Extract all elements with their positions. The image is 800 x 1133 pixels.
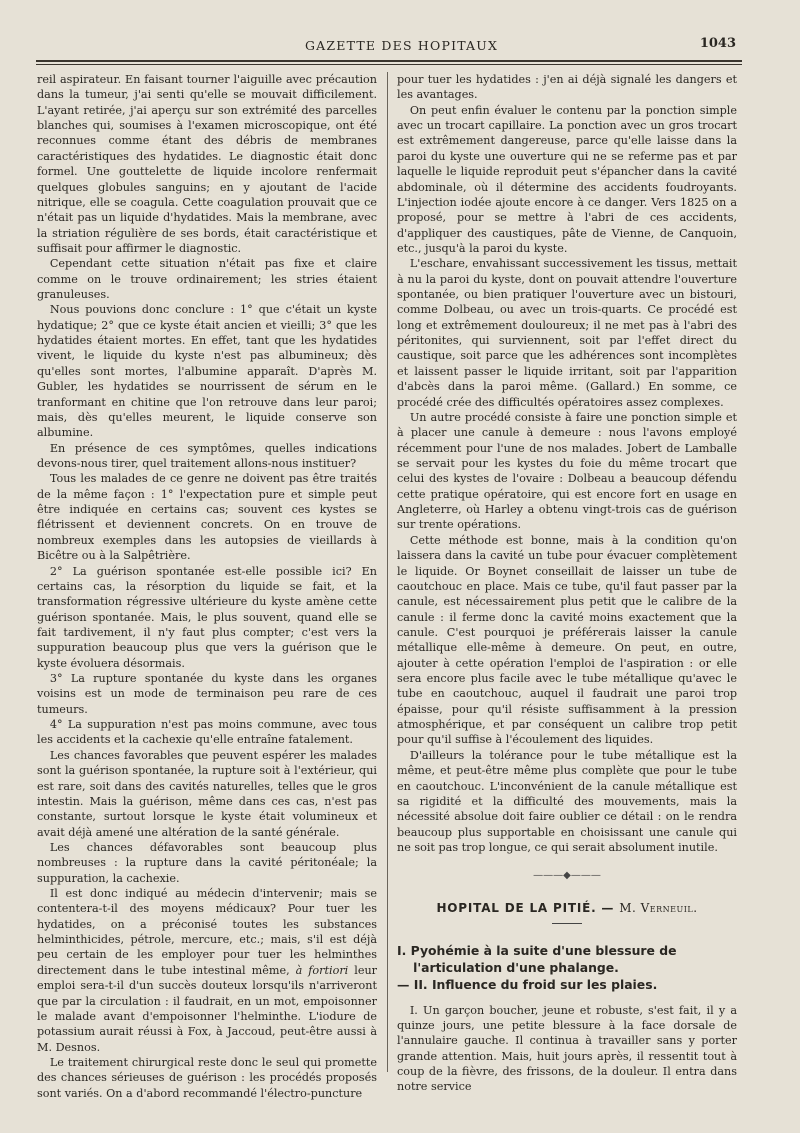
heading-dash: —: [596, 901, 620, 916]
column-divider: [387, 72, 388, 1072]
paragraph: Nous pouvions donc conclure : 1° que c'était un kyste hydatique; 2° que ce kyste était ancien et vieilli; 3° que les hydatides étaient mortes. En effet, tant que les hydatides vivent, le liquide du kyste n'est pas albumineux; dès qu'elles sont mortes, l'albumine apparaît. D'après M. Gubler, les hydatides se nourrissent de sérum en le tranformant en chitine que l'on retrouve dans leur paroi; mais, dès qu'elles meurent, le liquide conserve son albumine.: [37, 303, 377, 440]
subhead: — II. Influence du froid sur les plaies.: [397, 976, 658, 992]
left-column: [37, 72, 377, 1101]
running-head: [0, 36, 800, 58]
paragraph: En présence de ces symptômes, quelles indications devons-nous tirer, quel traitement allons-nous instituer?: [37, 441, 377, 470]
journal-title: GAZETTE DES HOPITAUX: [305, 38, 499, 53]
author-name: M. Verneuil.: [619, 901, 698, 916]
paragraph: pour tuer les hydatides : j'en ai déjà signalé les dangers et les avantages.: [397, 73, 737, 102]
paragraph: [37, 886, 377, 1055]
section-ornament: ———◆———: [533, 870, 601, 882]
paragraph: Tous les malades de ce genre ne doivent pas être traités de la même façon : 1° l'expectation pure et simple peut être indiquée en certains cas; souvent ces kystes se flétrissent et deviennent concrets. On en trouve de nombreux exemples dans les autopsies de vieillards à Bicêtre ou à la Salpêtrière.: [37, 472, 377, 563]
right-column: [397, 72, 737, 1095]
hospital-name: HOPITAL DE LA PITIÉ.: [436, 901, 597, 916]
section-heading: [397, 901, 737, 923]
header-rule: [36, 60, 742, 62]
paragraph: 4° La suppuration n'est pas moins commune, avec tous les accidents et la cachexie qu'elle entraîne fatalement.: [37, 718, 377, 747]
paragraph: Cependant cette situation n'était pas fixe et claire comme on le trouve ordinairement; les stries étaient granuleuses.: [37, 257, 377, 302]
paragraph-text: leur emploi sera-t-il d'un succès douteux lorsqu'ils n'arriveront que par la circulation : il faudrait, en un mot, empoisonner le malade avant d'empoisonner l'helminthe. L'iodure de potassium aurait réussi à Fox, à Jaccoud, peut-être aussi à M. Desnos.: [37, 963, 377, 1054]
paragraph: 2° La guérison spontanée est-elle possible ici? En certains cas, la résorption du liquide se fait, et la transformation régressive ultérieure du kyste amène cette guérison spontanée. Mais, le plus souvent, quand elle se fait tardivement, il n'y faut plus compter; c'est vers la suppuration beaucoup plus que vers la guérison que le kyste évoluera désormais.: [37, 564, 377, 670]
paragraph: Le traitement chirurgical reste donc le seul qui promette des chances sérieuses de guérison : les procédés proposés sont variés. On a d'abord recommandé l'électro-puncture: [37, 1056, 377, 1100]
paragraph: Les chances défavorables sont beaucoup plus nombreuses : la rupture dans la cavité péritonéale; la suppuration, la cachexie.: [37, 840, 377, 885]
lesson-subheads: [397, 942, 737, 993]
paragraph: 3° La rupture spontanée du kyste dans les organes voisins est un mode de terminaison peu rare de ces tumeurs.: [37, 672, 377, 716]
header-rule-thin: [36, 64, 742, 65]
paragraph: L'eschare, envahissant successivement les tissus, mettait à nu la paroi du kyste, dont on pouvait attendre l'ouverture spontanée, ou bien pratiquer l'ouverture avec un bistouri, comme Dolbeau, ou avec un trois-quarts. Ce procédé est long et extrêmement douloureux; il ne met pas à l'abri des péritonites, qui surviennent, soit par l'effet direct du caustique, soit parce que les adhérences sont incomplètes et laissent passer le liquide irritant, soit par l'apparition d'abcès dans la paroi même. (Gallard.) En somme, ce procédé crée des difficultés opératoires assez complexes.: [397, 257, 737, 409]
heading-rule: [552, 923, 582, 924]
page-number: 1043: [699, 36, 736, 51]
italic-phrase: à fortiori: [295, 963, 349, 977]
paragraph: Cette méthode est bonne, mais à la condition qu'on laissera dans la cavité un tube pour évacuer complètement le liquide. Or Boynet conseillait de laisser un tube de caoutchouc en place. Mais ce tube, qu'il faut passer par la canule, est nécessairement plus petit que le calibre de la canule : il ferme donc la cavité moins exactement que la canule. C'est pourquoi je préférerais laisser la canule métallique elle-même à demeure. On peut, en outre, ajouter à cette opération l'emploi de l'aspiration : or elle sera encore plus facile avec le tube métallique qu'avec le tube en caoutchouc, auquel il faudrait une paroi trop épaisse, pour qu'il résiste suffisamment à la pression atmosphérique, et par conséquent un calibre trop petit pour qu'il suffise à l'écoulement des liquides.: [397, 533, 737, 747]
paragraph: D'ailleurs la tolérance pour le tube métallique est la même, et peut-être même plus complète que pour le tube en caoutchouc. L'inconvénient de la canule métallique est sa rigidité et la difficulté des mouvements, mais la nécessité absolue doit faire oublier ce détail : on le rendra beaucoup plus supportable en choisissant une canule qui ne soit pas trop longue, ce qui serait absolument inutile.: [397, 748, 737, 854]
subhead: I. Pyohémie à la suite d'une blessure de l'articulation d'une phalange.: [397, 942, 677, 975]
paragraph: On peut enfin évaluer le contenu par la ponction simple avec un trocart capillaire. La ponction avec un gros trocart est extrêmement dangereuse, parce qu'elle laisse dans la paroi du kyste une ouverture qui ne se referme pas et par laquelle le liquide reproduit peut s'épancher dans la cavité abdominale, où il détermine des accidents foudroyants. L'injection iodée ajoute encore à ce danger. Vers 1825 on a proposé, pour se mettre à l'abri de ces accidents, d'appliquer des caustiques, pâte de Vienne, de Canquoin, etc., jusqu'à la paroi du kyste.: [397, 103, 737, 255]
paragraph: I. Un garçon boucher, jeune et robuste, s'est fait, il y a quinze jours, une petite blessure à la face dorsale de l'annulaire gauche. Il continua à travailler sans y porter grande attention. Mais, huit jours après, il ressentit tout à coup de la fièvre, des frissons, de la douleur. Il entra dans notre service: [397, 1003, 737, 1094]
paragraph-text: Il est donc indiqué au médecin d'intervenir; mais se contentera-t-il des moyens médicaux? Pour tuer les hydatides, on a préconisé toutes les substances helminthicides, pétrole, mercure, etc.; mais, s'il est déjà peu certain de les employer pour tuer les helminthes directement dans le tube intestinal même,: [37, 887, 377, 977]
paragraph: reil aspirateur. En faisant tourner l'aiguille avec précaution dans la tumeur, j'ai senti qu'elle se mouvait difficilement. L'ayant retirée, j'ai aperçu sur son extrémité des parcelles blanches qui, soumises à l'examen microscopique, ont été reconnues comme étant des débris de membranes caractéristiques des hydatides. Le diagnostic était donc formel. Une gouttelette de liquide incolore renfermait quelques globules sanguins; en y ajoutant de l'acide nitrique, elle se coagula. Cette coagulation prouvait que ce n'était pas un liquide d'hydatides. Mais la membrane, avec la striation régulière de ses bords, était caractéristique et suffisait pour affirmer le diagnostic.: [37, 73, 377, 255]
paragraph: Les chances favorables que peuvent espérer les malades sont la guérison spontanée, la rupture soit à l'extérieur, qui est rare, soit dans des cavités naturelles, telles que le gros intestin. Mais la guérison, même dans ces cas, n'est pas constante, surtout lorsque le kyste était volumineux et avait déjà amené une altération de la santé générale.: [37, 748, 377, 839]
paragraph: Un autre procédé consiste à faire une ponction simple et à placer une canule à demeure : nous l'avons employé récemment pour l'une de nos malades. Jobert de Lamballe se servait pour les kystes du foie du même trocart que celui des kystes de l'ovaire : Dolbeau a beaucoup défendu cette pratique opératoire, qui est encore fort en usage en Angleterre, où Harley a obtenu vingt-trois cas de guérison sur trente opérations.: [397, 410, 737, 532]
